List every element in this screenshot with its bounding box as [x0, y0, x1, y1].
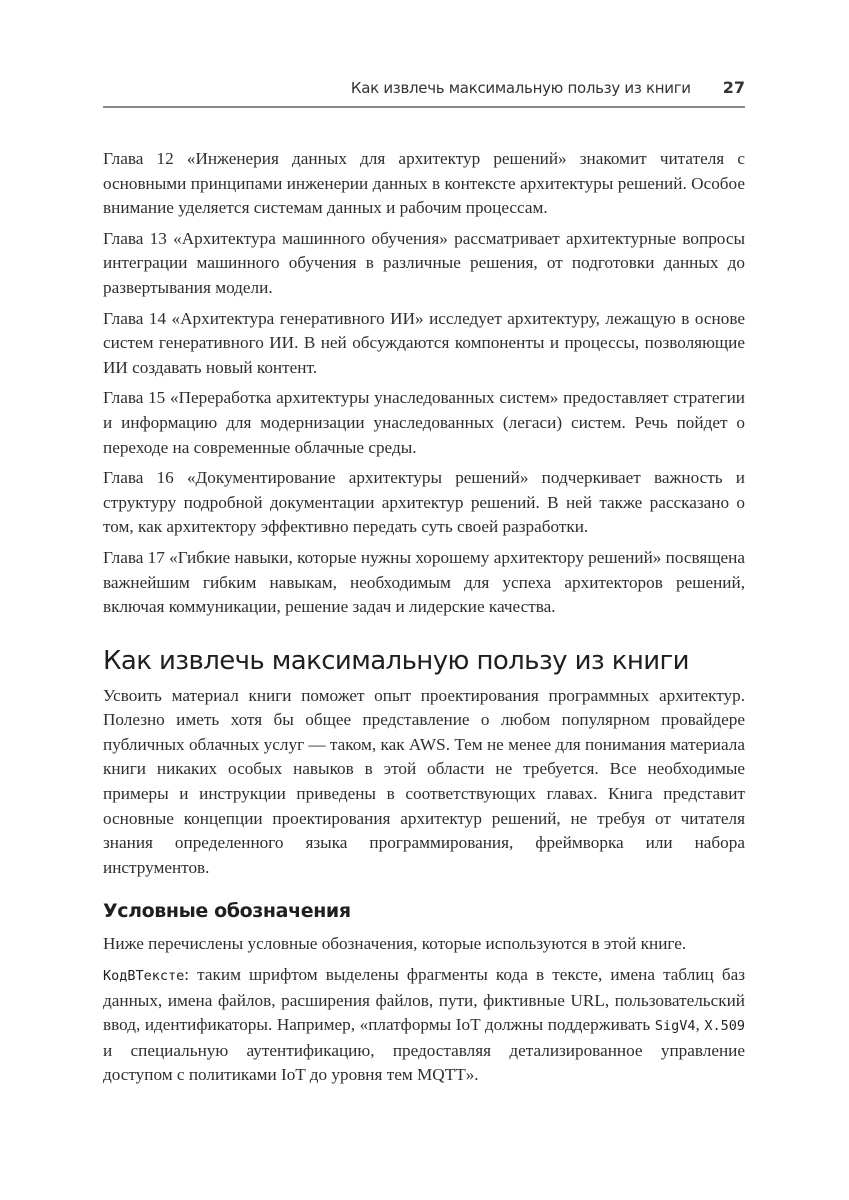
chapter-13-summary: Глава 13 «Архитектура машинного обучения» рассматривает архитектурные вопросы интеграции машинного обучения в различные решения, от подготовки данных до развертывания модели. — [103, 228, 745, 297]
conventions-intro: Ниже перечислены условные обозначения, которые используются в этой книге. — [103, 934, 687, 954]
section-heading: Как извлечь максимальную пользу из книги — [103, 645, 689, 676]
page-body — [103, 147, 745, 1094]
running-head-title: Как извлечь максимальную пользу из книги — [350, 79, 691, 97]
conventions-code-paragraph — [103, 963, 745, 1088]
code-separator: , — [695, 1015, 705, 1035]
section-paragraph: Усвоить материал книги поможет опыт проектирования программных архитектур. Полезно иметь хотя бы общее представление о любом популярном провайдере публичных облачных услуг — таком, как AWS. Тем не менее для понимания материала книги никаких особых навыков в этой области не требуется. Все необходимые примеры и инструкции приведены в соответствующих главах. Книга представит основные концепции проектирования архитектур решений, не требуя от читателя знания определенного языка программирования, фреймворка или набора инструментов. — [103, 685, 745, 877]
code-sample-sigv4: SigV4 — [654, 1018, 696, 1035]
conventions-heading: Условные обозначения — [103, 900, 351, 923]
chapter-15-summary: Глава 15 «Переработка архитектуры унаследованных систем» предоставляет стратегии и информацию для модернизации унаследованных (легаси) систем. Речь пойдет о переходе на современные облачные среды. — [103, 388, 745, 457]
code-sample-x509: X.509 — [704, 1018, 745, 1035]
header-rule — [103, 106, 745, 108]
chapter-16-summary: Глава 16 «Документирование архитектуры решений» подчеркивает важность и структуру подробной документации архитектур решений. В ней также рассказано о том, как архитектору эффективно передать суть своей разработки. — [103, 468, 745, 537]
code-desc-1: : таким шрифтом выделены фрагменты кода в тексте, имена таблиц баз данных, имена файлов, расширения файлов, пути, фиктивные URL, пользовательский ввод, идентификаторы. Например, «платформы IoT должны поддерживать — [103, 965, 745, 1035]
code-desc-2: и специальную аутентификацию, предоставляя детализированное управление доступом с политиками IoT до уровня тем MQTT». — [103, 1040, 745, 1085]
page-number: 27 — [722, 78, 745, 97]
chapter-14-summary: Глава 14 «Архитектура генеративного ИИ» исследует архитектуру, лежащую в основе систем генеративного ИИ. В ней обсуждаются компоненты и процессы, позволяющие ИИ создавать новый контент. — [103, 308, 745, 377]
code-term: КодВТексте — [103, 968, 185, 985]
chapter-12-summary: Глава 12 «Инженерия данных для архитектур решений» знакомит читателя с основными принципами инженерии данных в контексте архитектуры решений. Особое внимание уделяется системам данных и рабочим процессам. — [103, 149, 745, 218]
running-head — [103, 78, 745, 106]
chapter-17-summary: Глава 17 «Гибкие навыки, которые нужны хорошему архитектору решений» посвящена важнейшим гибким навыкам, необходимым для успеха архитекторов решений, включая коммуникации, решение задач и лидерские качества. — [103, 547, 746, 617]
